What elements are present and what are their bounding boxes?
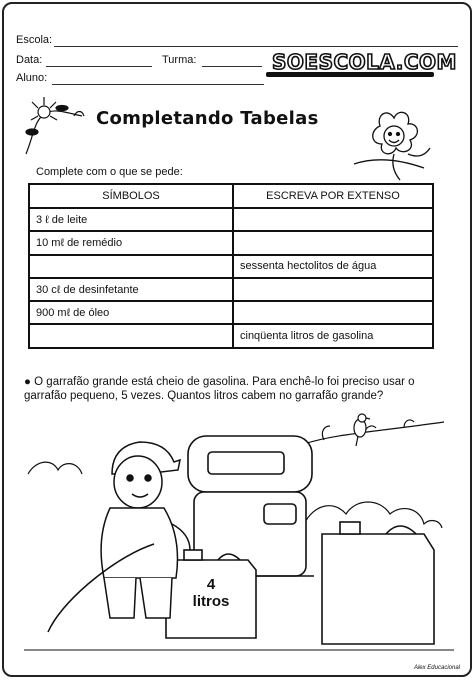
- column-header-extenso: ESCREVA POR EXTENSO: [233, 184, 433, 208]
- aluno-label: Aluno:: [16, 72, 48, 84]
- extenso-cell[interactable]: [233, 301, 433, 324]
- bird-on-branch-icon: [304, 414, 444, 446]
- extenso-cell[interactable]: [233, 278, 433, 301]
- table-row: [29, 278, 433, 301]
- bush-icon: [304, 502, 442, 528]
- smiling-flower-icon: [354, 112, 430, 180]
- flower-vine-icon: [26, 97, 84, 154]
- symbol-cell: 30 cℓ de desinfetante: [29, 278, 233, 301]
- table-header-row: [29, 184, 433, 208]
- symbol-cell: 10 mℓ de remédio: [29, 231, 233, 254]
- conversion-table: [28, 183, 434, 349]
- worksheet-page: [2, 2, 472, 677]
- table-row: [29, 301, 433, 324]
- turma-label: Turma:: [162, 54, 197, 66]
- extenso-cell: cinqüenta litros de gasolina: [233, 324, 433, 347]
- gas-pump-icon: [188, 436, 314, 576]
- site-logo: SOESCOLA.COM: [272, 50, 457, 74]
- credit-text: Alex Educacional: [413, 665, 460, 671]
- big-jug-icon: [322, 522, 434, 644]
- extenso-cell[interactable]: [233, 231, 433, 254]
- extenso-cell: sessenta hectolitos de água: [233, 255, 433, 278]
- small-jug-label: [168, 576, 254, 610]
- escola-label: Escola:: [16, 34, 53, 46]
- table-row: [29, 208, 433, 231]
- question-text: O garrafão grande está cheio de gasolina. Para enchê-lo foi preciso usar o garrafão pequeno, 5 vezes. Quantos litros cabem no garrafão grande?: [24, 376, 415, 402]
- symbol-cell[interactable]: [29, 324, 233, 347]
- data-label: Data:: [16, 54, 43, 66]
- extenso-cell[interactable]: [233, 208, 433, 231]
- table-row: [29, 231, 433, 254]
- small-jug-unit: litros: [192, 593, 230, 610]
- instruction-text: Complete com o que se pede:: [36, 166, 183, 178]
- column-header-simbolos: SÍMBOLOS: [29, 184, 233, 208]
- symbol-cell: 3 ℓ de leite: [29, 208, 233, 231]
- page-title: Completando Tabelas: [96, 108, 319, 129]
- table-row: [29, 255, 433, 278]
- bullet-icon: ●: [24, 376, 31, 388]
- small-jug-volume: 4: [206, 576, 216, 593]
- bush-icon: [28, 462, 82, 474]
- symbol-cell[interactable]: [29, 255, 233, 278]
- word-problem-question: [24, 375, 444, 403]
- symbol-cell: 900 mℓ de óleo: [29, 301, 233, 324]
- table-row: [29, 324, 433, 347]
